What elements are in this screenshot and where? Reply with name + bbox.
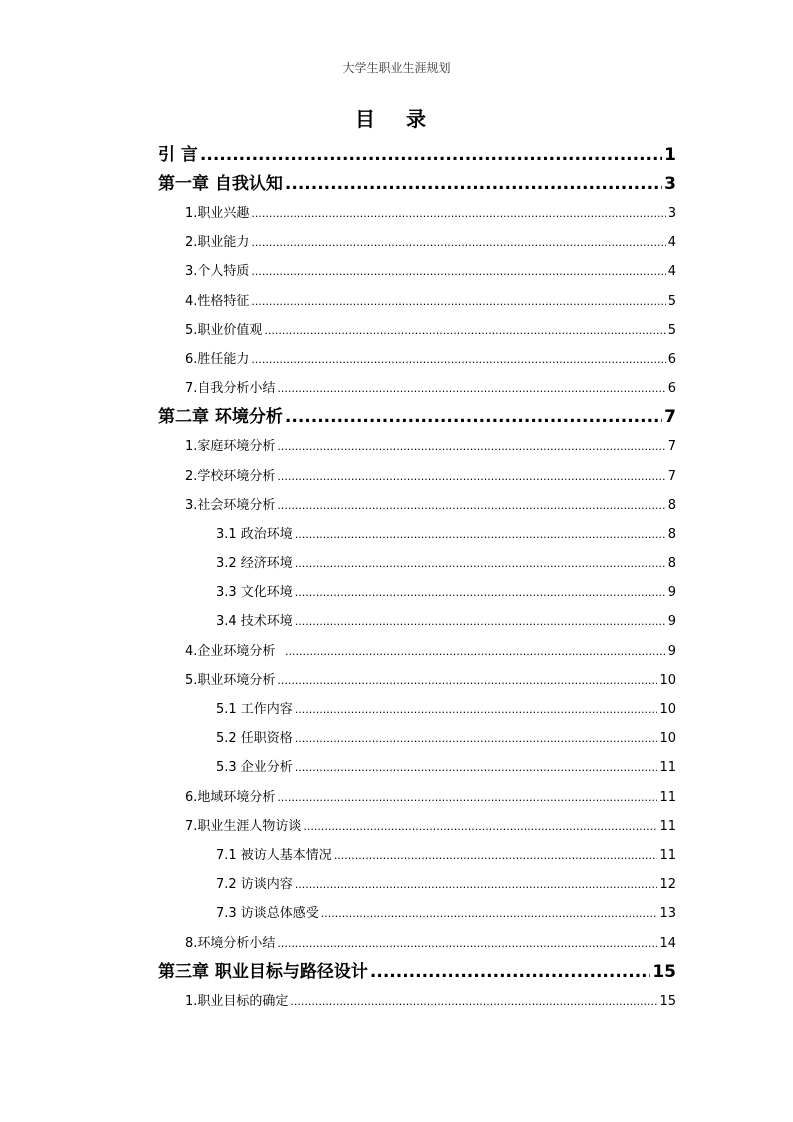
dot-leader [277, 666, 657, 695]
dot-leader [295, 607, 666, 636]
toc-page-number: 4 [667, 264, 676, 280]
toc-subsection-entry[interactable] [158, 520, 676, 549]
dot-leader [295, 520, 666, 549]
toc-entry-label: 7.1 被访人基本情况 [216, 847, 332, 863]
dot-leader [277, 462, 665, 491]
dot-leader [285, 637, 666, 666]
toc-section-entry[interactable] [158, 287, 676, 316]
toc-page-number: 6 [667, 351, 676, 367]
dot-leader [295, 724, 658, 753]
toc-entry-label: 第二章 环境分析 [158, 407, 283, 428]
toc-page-number: 12 [659, 877, 676, 893]
toc-title: 目 录 [355, 107, 438, 131]
toc-entry-label: 8.环境分析小结 [185, 935, 276, 951]
toc-section-entry[interactable] [158, 432, 676, 461]
toc-page-number: 10 [659, 672, 676, 688]
toc-section-entry[interactable] [158, 374, 676, 403]
toc-section-entry[interactable] [158, 783, 676, 812]
toc-chapter-entry[interactable] [158, 403, 676, 432]
dot-leader [251, 199, 665, 228]
toc-section-entry[interactable] [158, 228, 676, 257]
dot-leader [200, 141, 662, 170]
dot-leader [277, 432, 665, 461]
dot-leader [264, 316, 665, 345]
toc-entry-label: 5.职业价值观 [185, 322, 263, 338]
toc-entry-label: 第三章 职业目标与路径设计 [158, 961, 368, 982]
toc-section-entry[interactable] [158, 637, 676, 666]
dot-leader [251, 287, 665, 316]
toc-entry-label: 2.职业能力 [185, 235, 250, 251]
dot-leader [277, 374, 665, 403]
toc-page-number: 1 [664, 145, 676, 165]
toc-entry-label: 1.职业兴趣 [185, 206, 250, 221]
toc-section-entry[interactable] [158, 257, 676, 286]
toc-page-number: 3 [664, 174, 676, 194]
dot-leader [277, 929, 657, 958]
toc-entry-label: 6.胜任能力 [185, 351, 250, 367]
toc-entry-label: 3.3 文化环境 [216, 585, 293, 601]
toc-subsection-entry[interactable] [158, 578, 676, 607]
toc-page-number: 11 [659, 760, 676, 776]
toc-entry-label: 3.1 政治环境 [216, 526, 293, 542]
toc-chapter-entry[interactable] [158, 170, 676, 199]
toc-page-number: 10 [659, 731, 676, 747]
toc-entry-label: 引 言 [158, 145, 198, 165]
toc-entry-label: 4.性格特征 [185, 293, 250, 309]
toc-page-number: 6 [667, 381, 676, 397]
toc-entry-label: 1.家庭环境分析 [185, 439, 276, 455]
toc-page-number: 7 [664, 407, 676, 428]
running-header: 大学生职业生涯规划 [342, 61, 451, 75]
dot-leader [295, 695, 658, 724]
toc-entry-label: 7.职业生涯人物访谈 [185, 818, 302, 834]
toc-subsection-entry[interactable] [158, 753, 676, 782]
toc-entry-label: 7.自我分析小结 [185, 381, 276, 397]
dot-leader [295, 549, 666, 578]
dot-leader [251, 345, 665, 374]
toc-section-entry[interactable] [158, 812, 676, 841]
toc-entry-label: 第一章 自我认知 [158, 174, 283, 194]
toc-page-number: 14 [659, 935, 676, 951]
table-of-contents [158, 141, 676, 1016]
toc-entry-label: 3.个人特质 [185, 264, 250, 280]
toc-chapter-entry[interactable] [158, 141, 676, 170]
dot-leader [303, 812, 657, 841]
toc-entry-label: 3.社会环境分析 [185, 497, 276, 513]
toc-entry-label: 3.2 经济环境 [216, 556, 293, 572]
toc-page-number: 13 [659, 906, 676, 922]
toc-page-number: 5 [667, 322, 676, 338]
dot-leader [251, 257, 665, 286]
toc-page-number: 9 [667, 643, 676, 659]
toc-subsection-entry[interactable] [158, 695, 676, 724]
toc-page-number: 5 [667, 293, 676, 309]
toc-section-entry[interactable] [158, 199, 676, 228]
toc-entry-label: 7.2 访谈内容 [216, 877, 293, 893]
toc-page-number: 8 [667, 526, 676, 542]
toc-subsection-entry[interactable] [158, 724, 676, 753]
toc-entry-label: 5.2 任职资格 [216, 731, 293, 747]
toc-section-entry[interactable] [158, 316, 676, 345]
toc-section-entry[interactable] [158, 666, 676, 695]
toc-page-number: 11 [659, 789, 676, 805]
toc-entry-label: 5.1 工作内容 [216, 702, 293, 717]
toc-section-entry[interactable] [158, 929, 676, 958]
toc-page-number: 9 [667, 614, 676, 630]
dot-leader [295, 753, 658, 782]
dot-leader [277, 491, 665, 520]
toc-page-number: 8 [667, 556, 676, 572]
toc-section-entry[interactable] [158, 345, 676, 374]
toc-page-number: 15 [652, 961, 676, 982]
toc-subsection-entry[interactable] [158, 549, 676, 578]
toc-subsection-entry[interactable] [158, 607, 676, 636]
dot-leader [370, 958, 650, 987]
toc-entry-label: 6.地域环境分析 [185, 789, 276, 805]
dot-leader [295, 870, 658, 899]
toc-page-number: 11 [659, 818, 676, 834]
dot-leader [277, 783, 657, 812]
toc-page-number: 7 [667, 439, 676, 455]
toc-entry-label: 2.学校环境分析 [185, 468, 276, 484]
toc-page-number: 7 [667, 468, 676, 484]
toc-page-number: 10 [659, 702, 676, 717]
toc-section-entry[interactable] [158, 491, 676, 520]
dot-leader [285, 403, 662, 432]
toc-subsection-entry[interactable] [158, 870, 676, 899]
toc-page-number: 15 [659, 993, 676, 1009]
toc-section-entry[interactable] [158, 462, 676, 491]
toc-page-number: 9 [667, 585, 676, 601]
dot-leader [334, 841, 658, 870]
toc-entry-label: 3.4 技术环境 [216, 614, 293, 630]
toc-subsection-entry[interactable] [158, 899, 676, 928]
dot-leader [295, 578, 666, 607]
toc-page-number: 4 [667, 235, 676, 251]
toc-page-number: 3 [667, 206, 676, 221]
dot-leader [290, 987, 657, 1016]
toc-chapter-entry[interactable] [158, 958, 676, 987]
toc-page-number: 11 [659, 847, 676, 863]
toc-subsection-entry[interactable] [158, 841, 676, 870]
toc-entry-label: 4.企业环境分析 [185, 643, 276, 659]
toc-entry-label: 1.职业目标的确定 [185, 993, 289, 1009]
toc-section-entry[interactable] [158, 987, 676, 1016]
toc-entry-label: 5.3 企业分析 [216, 760, 293, 776]
toc-entry-label: 7.3 访谈总体感受 [216, 906, 319, 922]
dot-leader [285, 170, 662, 199]
dot-leader [321, 899, 658, 928]
toc-page-number: 8 [667, 497, 676, 513]
dot-leader [251, 228, 665, 257]
toc-entry-label: 5.职业环境分析 [185, 672, 276, 688]
